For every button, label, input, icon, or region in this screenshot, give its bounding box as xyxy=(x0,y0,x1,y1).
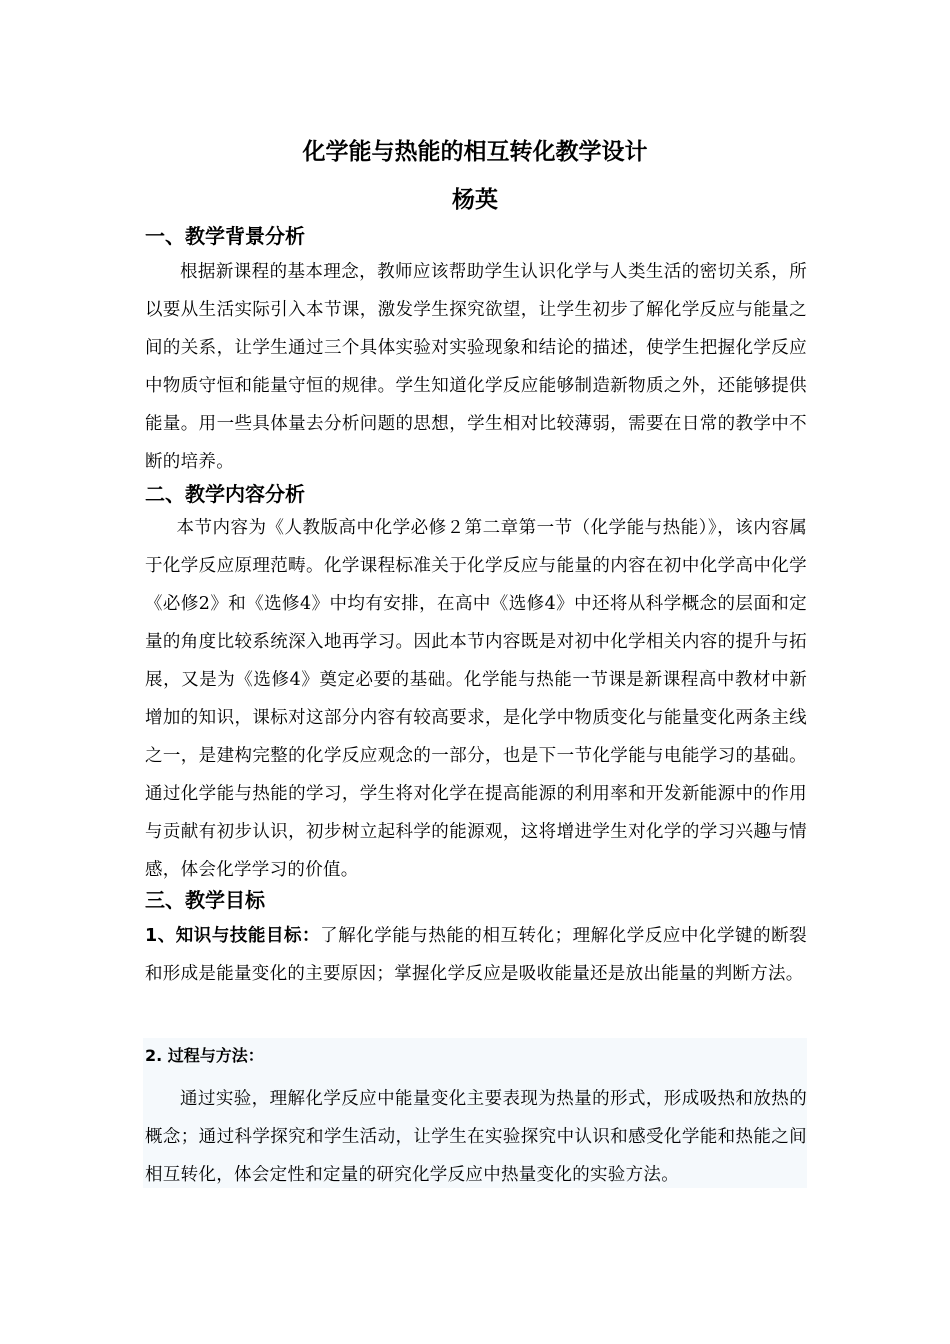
goal-knowledge-skills xyxy=(145,917,807,993)
section-heading-content: 二、教学内容分析 xyxy=(145,482,305,506)
document-author: 杨英 xyxy=(452,187,498,213)
section-paragraph-content: 本节内容为《人教版高中化学必修２第二章第一节（化学能与热能）》，该内容属于化学反应原理范畴。化学课程标准关于化学反应与能量的内容在初中化学高中化学《必修2》和《选修4》中均有安排，在高中《选修4》中还将从科学概念的层面和定量的角度比较系统深入地再学习。因此本节内容既是对初中化学相关内容的提升与拓展，又是为《选修4》奠定必要的基础。化学能与热能一节课是新课程高中教材中新增加的知识，课标对这部分内容有较高要求，是化学中物质变化与能量变化两条主线之一，是建构完整的化学反应观念的一部分，也是下一节化学能与电能学习的基础。通过化学能与热能的学习，学生将对化学在提高能源的利用率和开发新能源中的作用与贡献有初步认识，初步树立起科学的能源观，这将增进学生对化学的学习兴趣与情感，体会化学学习的价值。 xyxy=(145,518,807,880)
section-heading-background: 一、教学背景分析 xyxy=(145,224,305,248)
goal-knowledge-skills-label: 1、知识与技能目标： xyxy=(145,926,321,946)
document-title: 化学能与热能的相互转化教学设计 xyxy=(302,139,648,165)
section-heading-goals: 三、教学目标 xyxy=(145,888,265,912)
goal-knowledge-skills-text: 了解化学能与热能的相互转化；理解化学反应中化学键的断裂和形成是能量变化的主要原因；掌握化学反应是吸收能量还是放出能量的判断方法。 xyxy=(145,926,807,984)
section-paragraph-background: 根据新课程的基本理念，教师应该帮助学生认识化学与人类生活的密切关系，所以要从生活实际引入本节课，激发学生探究欲望，让学生初步了解化学反应与能量之间的关系，让学生通过三个具体实验对实验现象和结论的描述，使学生把握化学反应中物质守恒和能量守恒的规律。学生知道化学反应能够制造新物质之外，还能够提供能量。用一些具体量去分析问题的思想，学生相对比较薄弱，需要在日常的教学中不断的培养。 xyxy=(145,262,807,472)
goal-process-method-text: 通过实验，理解化学反应中能量变化主要表现为热量的形式，形成吸热和放热的概念；通过科学探究和学生活动，让学生在实验探究中认识和感受化学能和热能之间相互转化，体会定性和定量的研究化学反应中热量变化的实验方法。 xyxy=(145,1089,807,1185)
goal-process-method-label: 2. 过程与方法： xyxy=(145,1046,264,1065)
